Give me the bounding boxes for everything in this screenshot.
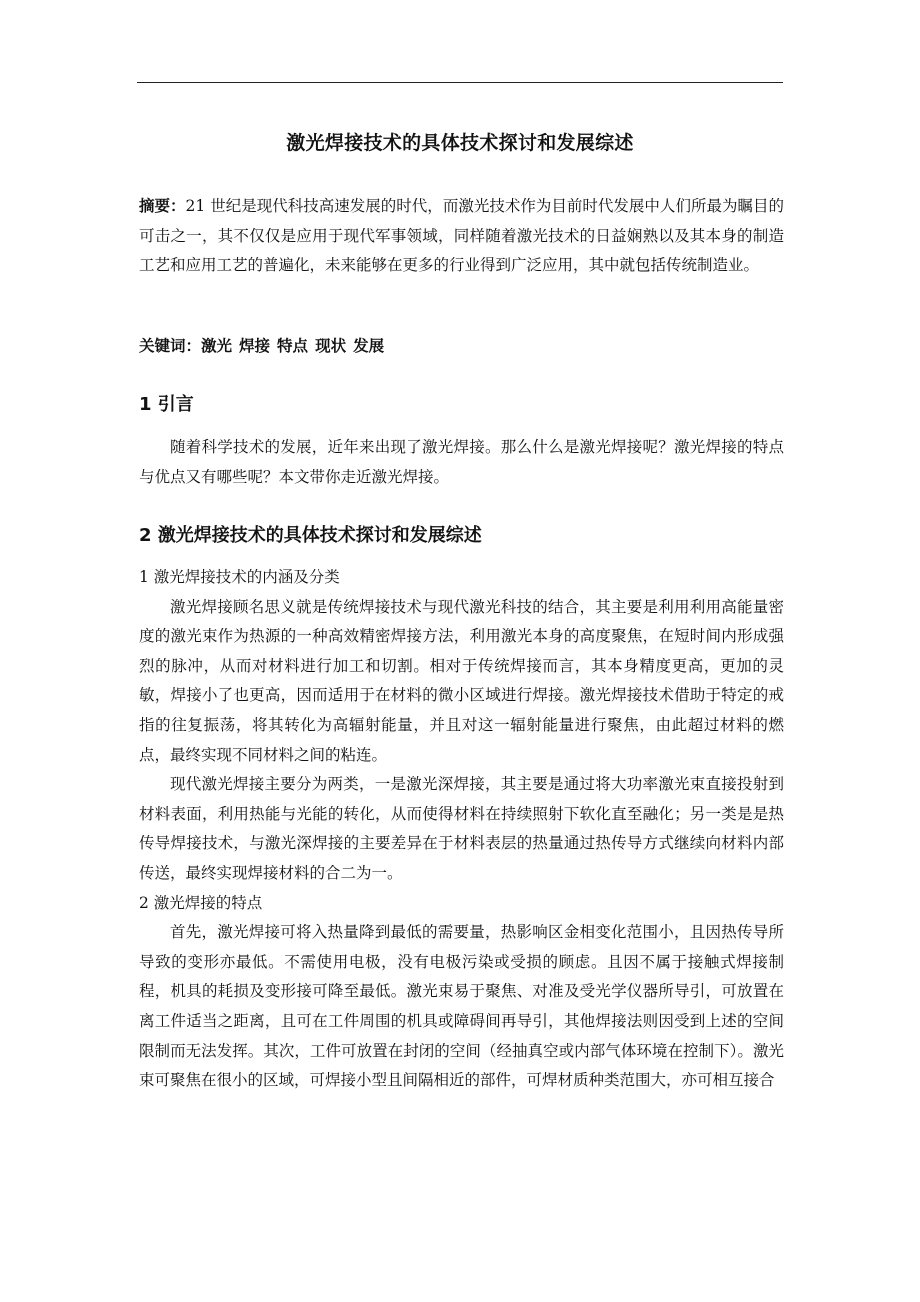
- abstract: [139, 192, 784, 281]
- section-heading-main: 2 激光焊接技术的具体技术探讨和发展综述: [139, 525, 482, 546]
- header-rule: [137, 82, 783, 83]
- paragraph: 现代激光焊接主要分为两类，一是激光深焊接，其主要是通过将大功率激光束直接投射到材料表面，利用热能与光能的转化，从而使得材料在持续照射下软化直至融化；另一类是是热传导焊接技术，与激光深焊接的主要差异在于材料表层的热量通过热传导方式继续向材料内部传送，最终实现焊接材料的合二为一。: [139, 775, 784, 882]
- keywords-label: 关键词：: [139, 337, 202, 355]
- paragraph: 首先，激光焊接可将入热量降到最低的需要量，热影响区金相变化范围小，且因热传导所导致的变形亦最低。不需使用电极，没有电极污染或受损的顾虑。且因不属于接触式焊接制程，机具的耗损及变形接可降至最低。激光束易于聚焦、对准及受光学仪器所导引，可放置在离工件适当之距离，且可在工件周围的机具或障碍间再导引，其他焊接法则因受到上述的空间限制而无法发挥。其次，工件可放置在封闭的空间（经抽真空或内部气体环境在控制下）。激光束可聚焦在很小的区域，可焊接小型且间隔相近的部件，可焊材质种类范围大，亦可相互接合: [139, 923, 784, 1090]
- paragraph: 随着科学技术的发展，近年来出现了激光焊接。那么什么是激光焊接呢？激光焊接的特点与优点又有哪些呢？本文带你走近激光焊接。: [139, 438, 784, 486]
- keyword: 激光: [201, 337, 233, 355]
- keyword: 现状: [315, 337, 347, 355]
- keyword: 特点: [277, 337, 309, 355]
- section-heading-introduction: 1 引言: [139, 394, 194, 415]
- keywords: [139, 332, 784, 360]
- document-title: 激光焊接技术的具体技术探讨和发展综述: [286, 132, 634, 154]
- main-body: [139, 563, 784, 1096]
- subsection-heading: 1 激光焊接技术的内涵及分类: [139, 568, 340, 586]
- subsection-heading: 2 激光焊接的特点: [139, 893, 263, 912]
- introduction-body: [139, 433, 784, 492]
- paragraph: 激光焊接顾名思义就是传统焊接技术与现代激光科技的结合，其主要是利用利用高能量密度的激光束作为热源的一种高效精密焊接方法，利用激光本身的高度聚焦，在短时间内形成强烈的脉冲，从而对材料进行加工和切割。相对于传统焊接而言，其本身精度更高，更加的灵敏，焊接小了也更高，因而适用于在材料的微小区域进行焊接。激光焊接技术借助于特定的戒指的往复振荡，将其转化为高辐射能量，并且对这一辐射能量进行聚焦，由此超过材料的燃点，最终实现不同材料之间的粘连。: [139, 597, 784, 764]
- keyword: 发展: [353, 337, 385, 355]
- abstract-label: 摘要：: [139, 197, 186, 215]
- abstract-text: 21 世纪是现代科技高速发展的时代，而激光技术作为目前时代发展中人们所最为瞩目的可击之一，其不仅仅是应用于现代军事领域，同样随着激光技术的日益娴熟以及其本身的制造工艺和应用工艺的普遍化，未来能够在更多的行业得到广泛应用，其中就包括传统制造业。: [139, 197, 784, 275]
- keyword: 焊接: [239, 337, 271, 355]
